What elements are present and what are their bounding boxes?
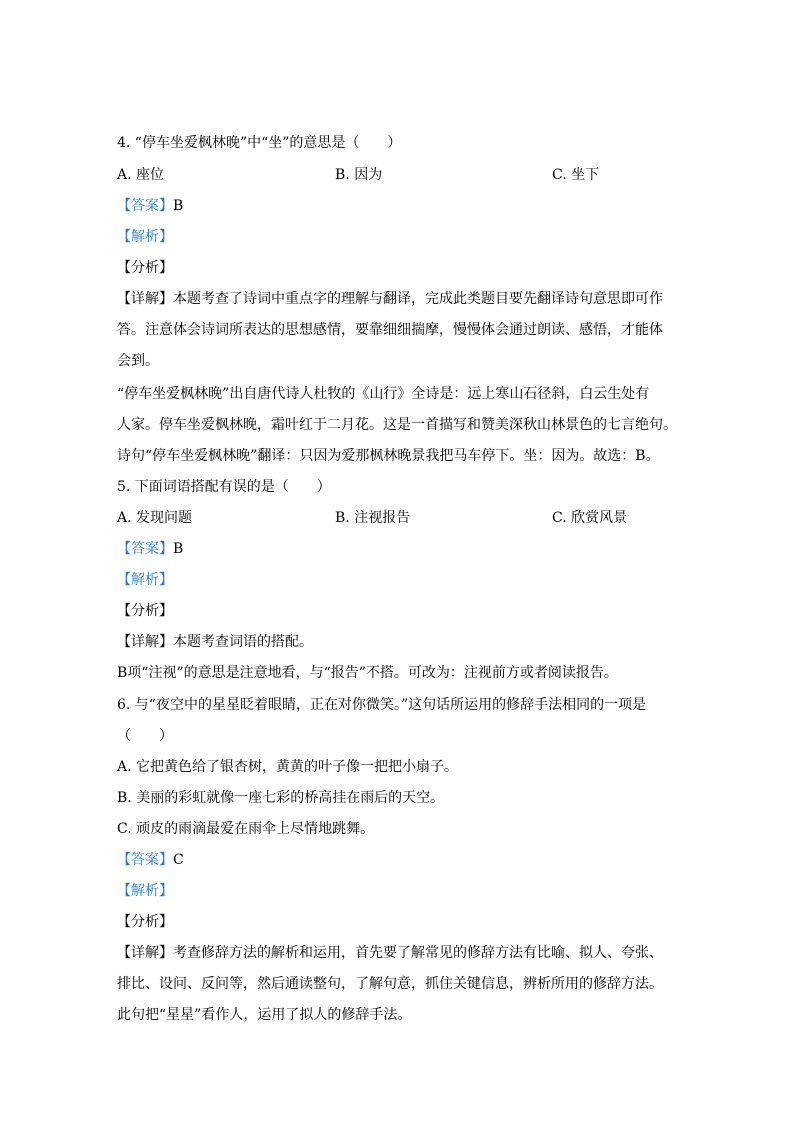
q4-option-b: B. 因为 — [335, 167, 383, 183]
answer-tag: 【答案】 — [117, 852, 173, 868]
q6-detail-line — [117, 944, 663, 962]
q6-detail-line: 排比、设问、反问等，然后通读整句，了解句意，抓住关键信息，辨析所用的修辞方法。 — [117, 976, 663, 992]
q6-answer — [117, 851, 184, 869]
q4-detail-line — [117, 290, 663, 308]
q6-question: 6. 与“夜空中的星星眨着眼睛，正在对你微笑。”这句话所运用的修辞手法相同的一项是 — [117, 697, 647, 713]
q6-fenxi: 【分析】 — [117, 914, 173, 930]
q6-detail-line: 此句把“星星”看作人，运用了拟人的修辞手法。 — [117, 1007, 412, 1023]
q6-option-c: C. 顽皮的雨滴最爱在雨伞上尽情地跳舞。 — [117, 821, 375, 837]
q5-answer — [117, 540, 183, 558]
answer-value: B — [173, 541, 184, 557]
detail-text: 本题考查了诗词中重点字的理解与翻译，完成此类题目要先翻译诗句意思即可作 — [173, 291, 663, 307]
detail-tag: 【详解】 — [117, 291, 173, 307]
q5-detail-line: B项“注视”的意思是注意地看，与“报告”不搭。可改为：注视前方或者阅读报告。 — [117, 665, 618, 681]
detail-tag: 【详解】 — [117, 945, 173, 961]
answer-value: C — [173, 852, 184, 868]
answer-tag: 【答案】 — [117, 198, 173, 214]
q5-analysis-tag: 【解析】 — [117, 572, 173, 588]
q6-option-a: A. 它把黄色给了银杏树，黄黄的叶子像一把把小扇子。 — [117, 759, 459, 775]
q4-analysis-tag: 【解析】 — [117, 229, 173, 245]
q4-detail-line: 诗句“停车坐爱枫林晚”翻译：只因为爱那枫林晚景我把马车停下。坐：因为。故选：B。 — [117, 448, 660, 464]
detail-text: 考查修辞方法的解析和运用，首先要了解常见的修辞方法有比喻、拟人、夸张、 — [173, 945, 663, 961]
q6-question-cont: （ ） — [117, 728, 173, 744]
q4-option-a: A. 座位 — [117, 167, 165, 183]
q4-question: 4. “停车坐爱枫林晚”中“坐”的意思是（ ） — [117, 135, 402, 151]
q4-detail-line: 答。注意体会诗词所表达的思想感情，要靠细细揣摩，慢慢体会通过朗读、感悟，才能体 — [117, 322, 663, 338]
q4-option-c: C. 坐下 — [552, 167, 600, 183]
answer-tag: 【答案】 — [117, 541, 173, 557]
q5-question: 5. 下面词语搭配有误的是（ ） — [117, 479, 331, 495]
q4-detail-line: “停车坐爱枫林晚”出自唐代诗人杜牧的《山行》全诗是：远上寒山石径斜，白云生处有 — [117, 386, 650, 402]
q5-fenxi: 【分析】 — [117, 603, 173, 619]
q5-option-c: C. 欣赏风景 — [552, 510, 628, 526]
q4-answer — [117, 197, 183, 215]
q5-option-b: B. 注视报告 — [335, 510, 411, 526]
detail-tag: 【详解】 — [117, 634, 173, 650]
q5-detail-line — [117, 633, 313, 651]
q4-fenxi: 【分析】 — [117, 260, 173, 276]
q4-detail-line: 人家。停车坐爱枫林晚，霜叶红于二月花。这是一首描写和赞美深秋山林景色的七言绝句。 — [117, 417, 677, 433]
q6-option-b: B. 美丽的彩虹就像一座七彩的桥高挂在雨后的天空。 — [117, 790, 445, 806]
q5-option-a: A. 发现问题 — [117, 510, 193, 526]
q4-detail-line: 会到。 — [117, 353, 159, 369]
q6-analysis-tag: 【解析】 — [117, 883, 173, 899]
answer-value: B — [173, 198, 184, 214]
detail-text: 本题考查词语的搭配。 — [173, 634, 313, 650]
